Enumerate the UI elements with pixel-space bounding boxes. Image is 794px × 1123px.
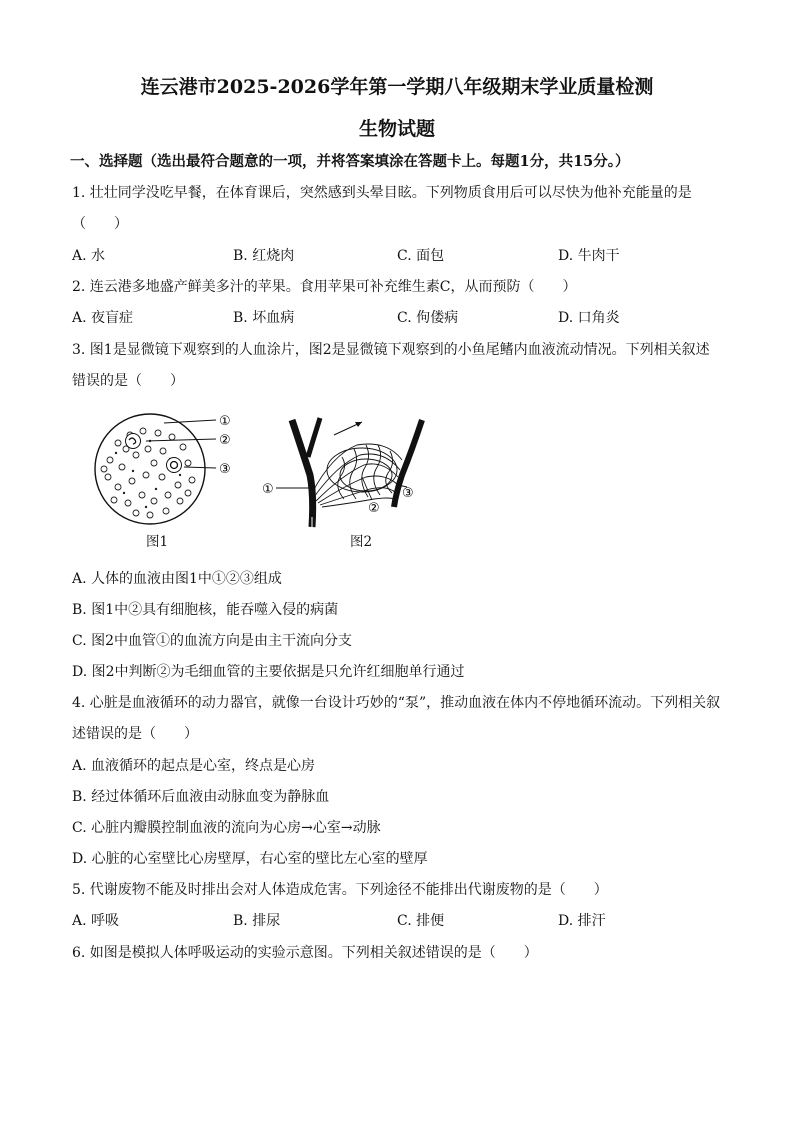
q4-stem-line2: 述错误的是（ ） xyxy=(72,726,198,742)
figure-1-blood-smear xyxy=(88,405,248,530)
q5-option-c: C. 排便 xyxy=(397,913,445,929)
q3-stem-line1: 3. 图1是显微镜下观察到的人血涂片，图2是显微镜下观察到的小鱼尾鳍内血液流动情况。下列相关叙述 xyxy=(72,342,710,358)
q6-stem: 6. 如图是模拟人体呼吸运动的实验示意图。下列相关叙述错误的是（ ） xyxy=(72,945,538,961)
q5-option-d: D. 排汗 xyxy=(558,913,606,929)
q1-stem-line2: （ ） xyxy=(72,216,128,232)
exam-title: 连云港市2025-2026学年第一学期八年级期末学业质量检测 xyxy=(140,76,654,98)
figure-2-caption: 图2 xyxy=(350,534,373,550)
q4-option-d: D. 心脏的心室壁比心房壁厚，右心室的壁比左心室的壁厚 xyxy=(72,851,428,867)
q3-stem-line2: 错误的是（ ） xyxy=(72,373,184,389)
q5-option-b: B. 排尿 xyxy=(233,913,281,929)
fig1-label-1: ① xyxy=(219,414,231,429)
q5-stem: 5. 代谢废物不能及时排出会对人体造成危害。下列途径不能排出代谢废物的是（ ） xyxy=(72,882,608,898)
section-heading: 一、选择题（选出最符合题意的一项，并将答案填涂在答题卡上。每题1分，共15分。） xyxy=(70,153,630,170)
fig2-label-3: ③ xyxy=(402,486,414,501)
q2-stem: 2. 连云港多地盛产鲜美多汁的苹果。食用苹果可补充维生素C，从而预防（ ） xyxy=(72,279,577,295)
q1-option-d: D. 牛肉干 xyxy=(558,248,620,264)
q4-option-c: C. 心脏内瓣膜控制血液的流向为心房→心室→动脉 xyxy=(72,820,381,836)
q2-option-b: B. 坏血病 xyxy=(233,310,295,326)
fig1-label-3: ③ xyxy=(219,462,231,477)
fig2-label-2: ② xyxy=(368,501,380,516)
q4-option-b: B. 经过体循环后血液由动脉血变为静脉血 xyxy=(72,789,330,805)
q1-stem-line1: 1. 壮壮同学没吃早餐，在体育课后，突然感到头晕目眩。下列物质食用后可以尽快为他补充能量的是 xyxy=(72,185,692,201)
q2-option-a: A. 夜盲症 xyxy=(72,310,134,326)
q1-option-b: B. 红烧肉 xyxy=(233,248,295,264)
q4-stem-line1: 4. 心脏是血液循环的动力器官，就像一台设计巧妙的“泵”，推动血液在体内不停地循环流动。下列相关叙 xyxy=(72,695,721,711)
figure-2-fish-tail-vessels xyxy=(262,415,437,530)
q3-option-c: C. 图2中血管①的血流方向是由主干流向分支 xyxy=(72,633,353,649)
q1-option-c: C. 面包 xyxy=(397,248,445,264)
q3-option-a: A. 人体的血液由图1中①②③组成 xyxy=(72,571,282,587)
q4-option-a: A. 血液循环的起点是心室，终点是心房 xyxy=(72,758,316,774)
q2-option-d: D. 口角炎 xyxy=(558,310,620,326)
fig2-label-1: ① xyxy=(262,482,274,497)
fig1-label-2: ② xyxy=(219,433,231,448)
q1-option-a: A. 水 xyxy=(72,248,106,264)
q5-option-a: A. 呼吸 xyxy=(72,913,120,929)
q3-option-b: B. 图1中②具有细胞核，能吞噬入侵的病菌 xyxy=(72,602,339,618)
exam-subtitle: 生物试题 xyxy=(358,118,435,140)
figure-1-caption: 图1 xyxy=(146,534,169,550)
q3-option-d: D. 图2中判断②为毛细血管的主要依据是只允许红细胞单行通过 xyxy=(72,664,465,680)
q2-option-c: C. 佝偻病 xyxy=(397,310,459,326)
